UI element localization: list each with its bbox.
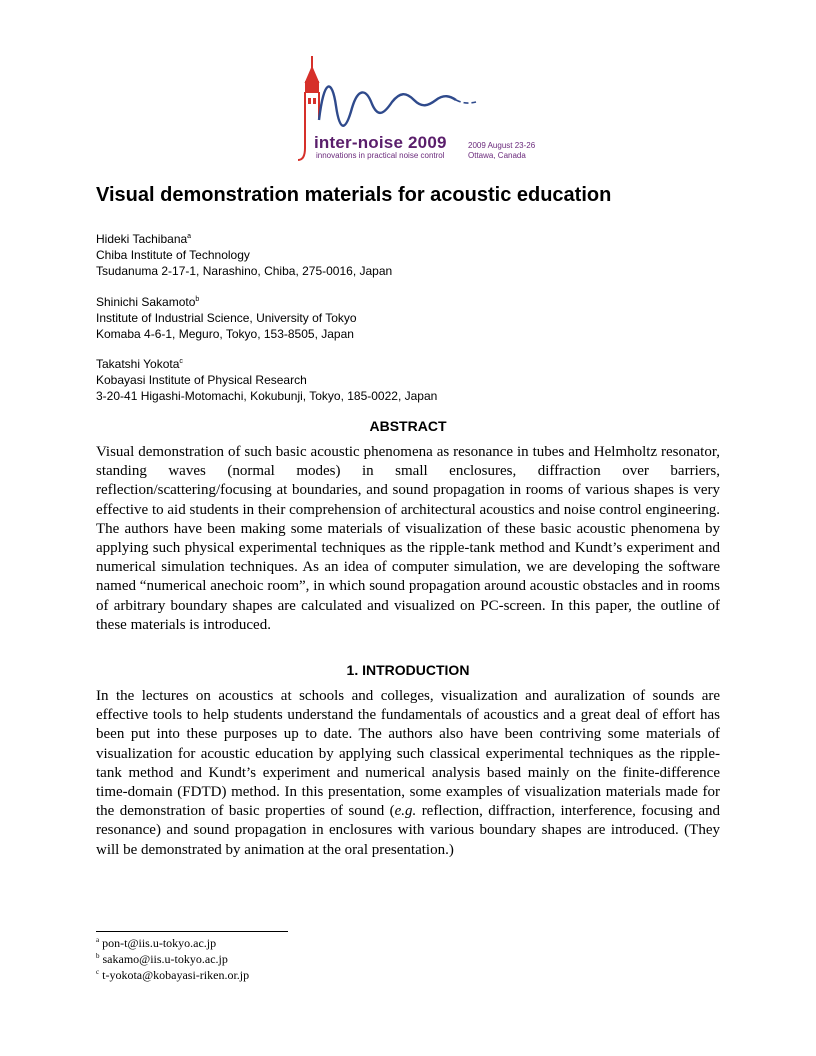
author-block-3 [96, 356, 437, 404]
sound-wave-icon [319, 86, 456, 125]
introduction-text: In the lectures on acoustics at schools and colleges, visualization and auralization of sounds are effective tools to help students understand the fundamentals of acoustics and a great deal of effort has been put into these purposes up to date. The authors also have been contriving some materials of visualization for acoustic education by applying such classical experimental techniques as the ripple-tank method and Kundt’s experiment and numerical analysis based mainly on the finite-difference time-domain (FDTD) method. In this presentation, some examples of visualization materials made for the demonstration of basic properties of sound (e.g. reflection, diffraction, interference, focusing and resonance) and sound propagation in enclosures with various boundary shapes are introduced. (They will be demonstrated by animation at the oral presentation.) [96, 688, 720, 858]
author-block-1 [96, 231, 392, 279]
footnote-c: $^c$ t-yokota@kobayasi-riken.or.jp [96, 968, 250, 982]
author-affiliation: Institute of Industrial Science, University of Tokyo [96, 311, 357, 325]
author-address: Tsudanuma 2-17-1, Narashino, Chiba, 275-0016, Japan [96, 264, 393, 278]
logo-title: inter-noise 2009 [314, 133, 447, 152]
author-name: Shinichi Sakamoto$^b$ [96, 295, 200, 309]
abstract-heading: ABSTRACT [369, 418, 447, 434]
author-address: Komaba 4-6-1, Meguro, Tokyo, 153-8505, Japan [96, 327, 354, 341]
footnote-a: $^a$ pon-t@iis.u-tokyo.ac.jp [96, 936, 217, 950]
author-name: Takatshi Yokota$^c$ [96, 357, 183, 371]
author-affiliation: Kobayasi Institute of Physical Research [96, 373, 307, 387]
author-block-2 [96, 294, 357, 342]
author-affiliation: Chiba Institute of Technology [96, 248, 250, 262]
author-name: Hideki Tachibana$^a$ [96, 232, 192, 246]
footnote-rule [96, 931, 288, 932]
paper-title: Visual demonstration materials for acoustic education [96, 184, 612, 206]
logo-tagline: innovations in practical noise control [316, 151, 445, 160]
logo-city: Ottawa, Canada [468, 151, 526, 160]
logo-date: 2009 August 23-26 [468, 141, 536, 150]
abstract-text: Visual demonstration of such basic acoustic phenomena as resonance in tubes and Helmholtz resonator, standing waves (normal modes) in small enclosures, diffraction over barriers, reflection/scattering/focusing at boundaries, and sound propagation in rooms of various shapes is very effective to aid students in their comprehension of architectural acoustics and noise control engineering. The authors have been making some materials of visualization of these basic acoustic phenomena by applying such physical experimental techniques as the ripple-tank method and Kundt’s experiment and numerical simulation techniques. As an idea of computer simulation, we are developing the software named “numerical anechoic room”, in which sound propagation around acoustic obstacles and in rooms of arbitrary boundary shapes are calculated and visualized on PC-screen. In this paper, the outline of these materials is introduced. [96, 444, 720, 633]
footnote-b: $^b$ sakamo@iis.u-tokyo.ac.jp [96, 952, 228, 966]
author-address: 3-20-41 Higashi-Motomachi, Kokubunji, Tokyo, 185-0022, Japan [96, 389, 438, 403]
introduction-heading: 1. INTRODUCTION [346, 662, 470, 678]
